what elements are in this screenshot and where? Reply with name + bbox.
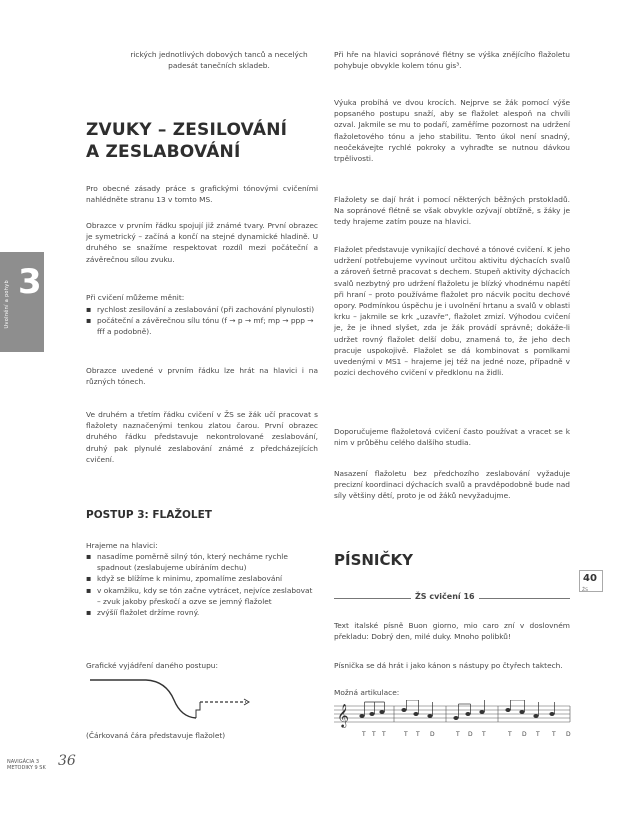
list-item: ▪ počáteční a závěrečnou sílu tónu (f → p → mf; mp → ppp → fff a podobně). xyxy=(86,315,318,337)
paragraph: Grafické vyjádření daného postupu: xyxy=(86,661,218,670)
articulation-syllable: D xyxy=(430,731,435,738)
page-reference-number: 40 xyxy=(583,573,597,584)
exercise-label: ŽS cvičení 16 xyxy=(411,592,479,601)
paragraph: Možná artikulace: xyxy=(334,688,400,697)
bullet-list xyxy=(86,551,318,618)
articulation-syllable: D xyxy=(522,731,527,738)
articulation-syllable: T xyxy=(416,731,420,738)
subheading: POSTUP 3: FLAŽOLET xyxy=(86,509,212,521)
dynamics-diagram xyxy=(86,672,266,727)
section-heading: ZVUKY – ZESILOVÁNÍ A ZESLABOVÁNÍ xyxy=(86,120,288,162)
articulation-syllable: D xyxy=(468,731,473,738)
paragraph: Obrazce uvedené v prvním řádku lze hrát na hlavici i na různých tónech. xyxy=(86,366,318,387)
paragraph: Výuka probíhá ve dvou krocích. Nejprve se žák pomocí výše popsaného postupu snaží, aby se flažolet alespoň na chvíli ozval. Jakmile se mu to podaří, zaměříme pozornost na udržení flažoletového tónu a jeho stabilitu. Tento úkol není snadný, neočekávejte rychlé pokroky a vyhraďte se nutnou dávkou trpělivosti. xyxy=(334,98,570,164)
paragraph: Flažolet představuje vynikající dechové a tónové cvičení. K jeho udržení potřebujeme vyvinout určitou aktivitu dýchacích svalů a zároveň šetrně pracovat s dechem. Stupeň aktivity dýchacích svalů nezbytný pro udržení flažoletu je blízký vhodnému napětí při hraní – proto používáme flažolet pro nácvik pocitu dechové opory. Podmínkou úspěchu je i uvolnění hrtanu a svalů v oblasti krku – jakmile se krk „uzavře“, flažolet zmizí. Výhodou cvičení je, že je ihned slyšet, zda je žák provádí správně; dokáže-li udržet rovný flažolet delší dobu, znamená to, že jeho dech pracuje uspokojivě. Flažolet se dá kombinovat s pomlkami uvedenými v MS1 – hrajeme jej též na jedné noze, případně v pozici dechového cvičení v předklonu na židli. xyxy=(334,245,570,378)
intro-text: rických jednotlivých dobových tanců a necelých padesát tanečních skladeb. xyxy=(130,50,308,71)
list-item: ▪ nasadíme poměrně silný tón, který necháme rychle spadnout (zeslabujeme ubíráním dechu) xyxy=(86,551,318,573)
bullet-list xyxy=(86,304,318,338)
page-reference-label: ŽS xyxy=(582,588,588,593)
articulation-syllable: D xyxy=(566,731,571,738)
list-item: ▪ když se blížíme k minimu, zpomalíme zeslabování xyxy=(86,573,318,584)
list-item: ▪ zvýšíí flažolet držíme rovný. xyxy=(86,607,318,618)
list-item: ▪ v okamžiku, kdy se tón začne vytrácet, nejvíce zeslabovat – zvuk jakoby přeskočí a ozve se jemný flažolet xyxy=(86,585,318,607)
caption: (Čárkovaná čára představuje flažolet) xyxy=(86,731,226,740)
paragraph: Doporučujeme flažoletová cvičení často používat a vracet se k nim v průběhu celého dalšího studia. xyxy=(334,427,570,448)
list-item: ▪ rychlost zesilování a zeslabování (při zachování plynulosti) xyxy=(86,304,318,315)
articulation-syllable: T xyxy=(372,731,376,738)
articulation-syllable: T xyxy=(482,731,486,738)
paragraph: Ve druhém a třetím řádku cvičení v ŽS se žák učí pracovat s flažolety naznačenými tenkou zlatou čarou. První obrazec druhého řádku představuje nekontrolované zeslabování, druhý pak plynulé zeslabování známé z předcházejících cvičení. xyxy=(86,410,318,464)
articulation-syllable: T xyxy=(404,731,408,738)
page-number: 36 xyxy=(58,753,76,769)
paragraph: Obrazce v prvním řádku spojují již známé tvary. První obrazec je symetrický – začíná a končí na stejné dynamické hladině. U druhého se snažíme respektovat rozdíl mezi počáteční a závěrečnou sílou zvuku. xyxy=(86,221,318,264)
chapter-tab-label: Uvolnění a pohyb xyxy=(4,280,10,329)
svg-text:𝄞: 𝄞 xyxy=(337,703,349,727)
paragraph: Při cvičení můžeme měnit: xyxy=(86,293,185,302)
articulation-syllable: T xyxy=(456,731,460,738)
articulation-syllable: T xyxy=(382,731,386,738)
paragraph: Při hře na hlavici sopránové flétny se výška znějícího flažoletu pohybuje obvykle kolem tónu gis³. xyxy=(334,50,570,71)
paragraph: Pro obecné zásady práce s grafickými tónovými cvičeními nahlédněte stranu 13 v tomto MS. xyxy=(86,184,318,205)
articulation-syllable: T xyxy=(536,731,540,738)
paragraph: Hrajeme na hlavici: xyxy=(86,541,158,550)
paragraph: Nasazení flažoletu bez předchozího zeslabování vyžaduje precizní koordinaci dýchacích svalů a pravděpodobně bude nad síly většiny dětí, proto je od žáků nevyžadujme. xyxy=(334,469,570,501)
paragraph: Flažolety se dají hrát i pomocí některých běžných prstokladů. Na sopránové flétně se však obvykle ozývají obtížně, s žáky je tedy hrajeme zatím pouze na hlavici. xyxy=(334,195,570,227)
songs-heading: PÍSNIČKY xyxy=(334,551,414,569)
chapter-number: 3 xyxy=(18,262,42,302)
articulation-syllable: T xyxy=(508,731,512,738)
music-staff xyxy=(334,700,574,730)
paragraph: Písnička se dá hrát i jako kánon s nástupy po čtyřech taktech. xyxy=(334,661,563,670)
paragraph: Text italské písně Buon giorno, mio caro zní v doslovném překladu: Dobrý den, milé duky. Mnoho polibků! xyxy=(334,621,570,642)
articulation-syllable: T xyxy=(552,731,556,738)
articulation-syllable: T xyxy=(362,731,366,738)
footer-label: NAVIGÁCIA 3 METODIKY 9 SK xyxy=(7,759,46,771)
